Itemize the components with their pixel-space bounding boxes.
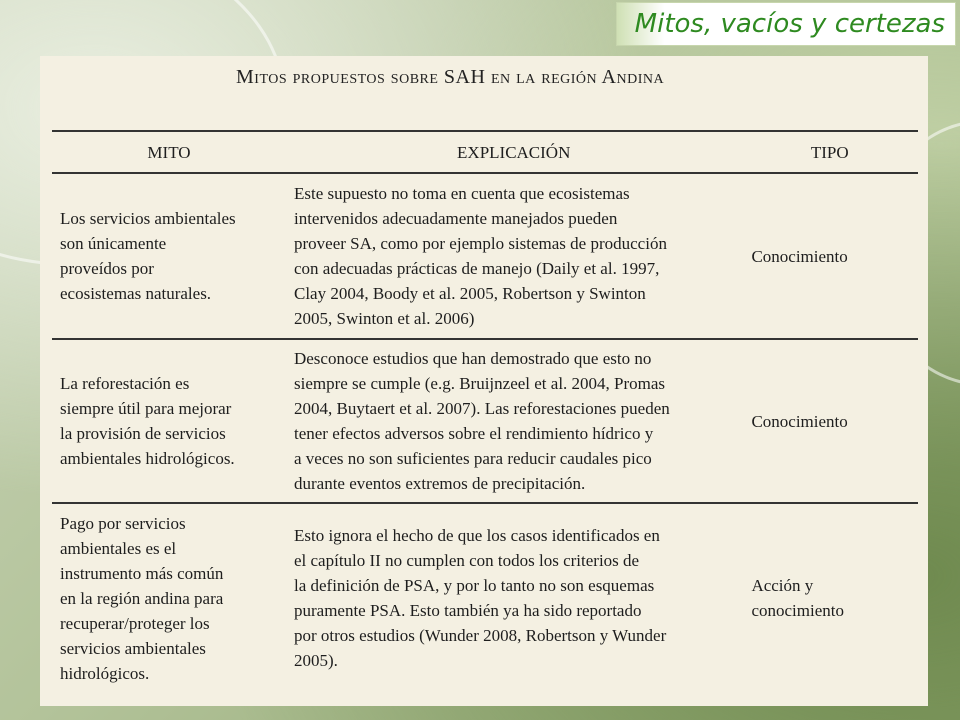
explanation-text: Este supuesto no toma en cuenta que ecosistemas intervenidos adecuadamente manejados pueden proveer SA, como por ejemplo sistemas de producción con adecuadas prácticas de manejo (Daily et al. 1997, Clay 2004, Boody et al. 2005, Robertson y Swinton 2005, Swinton et al. 2006)	[293, 184, 667, 328]
slide-title-box	[616, 2, 956, 46]
document-scan	[40, 56, 928, 706]
myths-table	[52, 130, 918, 692]
slide-title: Mitos, vacíos y certezas	[634, 9, 945, 39]
myth-cell	[52, 173, 286, 339]
table-row	[52, 339, 918, 503]
type-text: Conocimiento	[751, 246, 848, 266]
explanation-cell	[286, 173, 741, 339]
type-cell	[741, 503, 918, 692]
myth-text: Los servicios ambientales son únicamente proveídos por ecosistemas naturales.	[60, 209, 236, 303]
type-text: Conocimiento	[751, 411, 848, 431]
explanation-cell	[286, 503, 741, 692]
myth-text: La reforestación es siempre útil para mejorar la provisión de servicios ambientales hidrológicos.	[60, 374, 235, 468]
myth-cell	[52, 503, 286, 692]
myth-cell	[52, 339, 286, 503]
type-cell	[741, 339, 918, 503]
type-text: Acción y conocimiento	[751, 576, 844, 620]
explanation-cell	[286, 339, 741, 503]
header-mito: MITO	[52, 131, 286, 173]
header-tipo: TIPO	[741, 131, 918, 173]
myth-text: Pago por servicios ambientales es el instrumento más común en la región andina para recuperar/proteger los servicios ambientales hidrológicos.	[60, 513, 224, 683]
explanation-text: Desconoce estudios que han demostrado que esto no siempre se cumple (e.g. Bruijnzeel et al. 2004, Promas 2004, Buytaert et al. 2007). Las reforestaciones pueden tener efectos adversos sobre el rendimiento hídrico y a veces no son suficientes para reducir caudales pico durante eventos extremos de precipitación.	[293, 349, 670, 493]
header-explicacion: EXPLICACIÓN	[286, 131, 741, 173]
table-row	[52, 173, 918, 339]
type-cell	[741, 173, 918, 339]
document-title: Mitos propuestos sobre SAH en la región Andina	[236, 66, 665, 88]
explanation-text: Esto ignora el hecho de que los casos identificados en el capítulo II no cumplen con todos los criterios de la definición de PSA, y por lo tanto no son esquemas puramente PSA. Esto también ya ha sido reportado por otros estudios (Wunder 2008, Robertson y Wunder 2005).	[293, 526, 667, 670]
table-header-row	[52, 131, 918, 173]
table-row	[52, 503, 918, 692]
